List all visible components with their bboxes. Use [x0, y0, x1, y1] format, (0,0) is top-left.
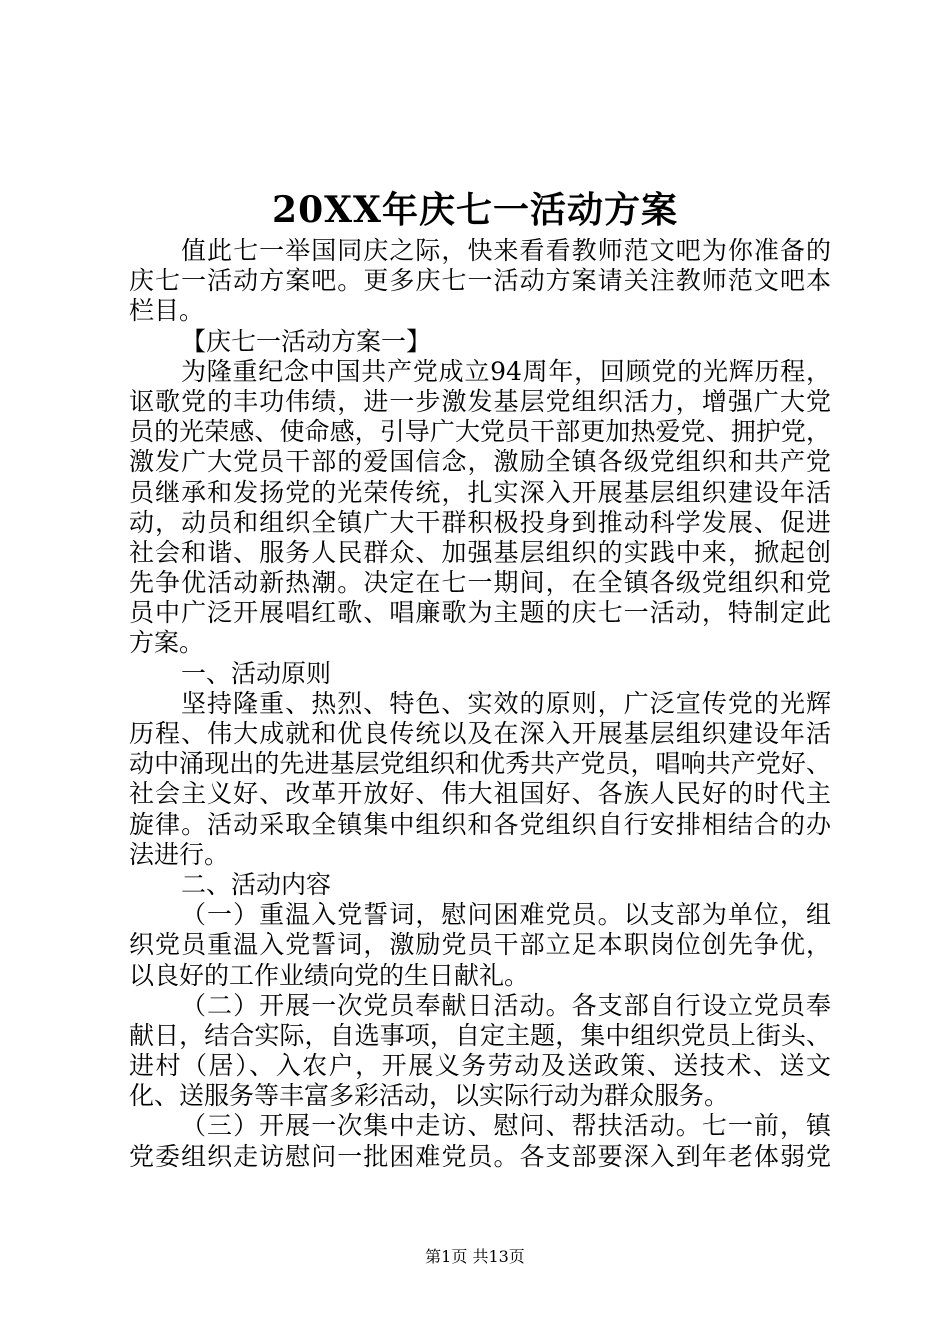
- text-line: 化、送服务等丰富多彩活动，以实际行动为群众服务。: [129, 1081, 730, 1111]
- text-line: 社会和谐、服务人民群众、加强基层组织的实践中来，掀起创: [129, 537, 831, 567]
- text-line: 献日，结合实际，自选事项，自定主题，集中组织党员上街头、: [129, 1020, 831, 1050]
- text-line: 讴歌党的丰功伟绩，进一步激发基层党组织活力，增强广大党: [129, 386, 831, 416]
- text-line: 员中广泛开展唱红歌、唱廉歌为主题的庆七一活动，特制定此: [129, 598, 831, 628]
- text-line: 动中涌现出的先进基层党组织和优秀共产党员，唱响共产党好、: [129, 749, 831, 779]
- text-line: 法进行。: [129, 839, 230, 869]
- text-line: 历程、伟大成就和优良传统以及在深入开展基层组织建设年活: [129, 719, 831, 748]
- text-line: 先争优活动新热潮。决定在七一期间，在全镇各级党组织和党: [129, 568, 831, 598]
- text-line: 庆七一活动方案吧。更多庆七一活动方案请关注教师范文吧本: [129, 266, 831, 296]
- text-line: 坚持隆重、热烈、特色、实效的原则，广泛宣传党的光辉: [181, 688, 831, 718]
- text-line: 值此七一举国同庆之际，快来看看教师范文吧为你准备的: [181, 236, 831, 265]
- text-line: 员的光荣感、使命感，引导广大党员干部更加热爱党、拥护党，: [129, 417, 831, 447]
- text-line: 栏目。: [129, 296, 205, 326]
- text-line: 动，动员和组织全镇广大干群积极投身到推动科学发展、促进: [129, 507, 831, 537]
- text-line: （二）开展一次党员奉献日活动。各支部自行设立党员奉: [181, 990, 831, 1020]
- text-line: 激发广大党员干部的爱国信念，激励全镇各级党组织和共产党: [129, 447, 831, 477]
- text-line: 为隆重纪念中国共产党成立94周年，回顾党的光辉历程，: [181, 356, 831, 386]
- text-line: 以良好的工作业绩向党的生日献礼。: [129, 960, 530, 990]
- text-line: 【庆七一活动方案一】: [181, 326, 432, 356]
- page-footer: 第1页 共13页: [425, 1247, 525, 1266]
- text-line: 旋律。活动采取全镇集中组织和各党组织自行安排相结合的办: [129, 809, 831, 839]
- text-line: 进村（居）、入农户，开展义务劳动及送政策、送技术、送文: [129, 1051, 831, 1081]
- document-title: 20XX年庆七一活动方案: [272, 189, 678, 231]
- text-line: 社会主义好、改革开放好、伟大祖国好、各族人民好的时代主: [129, 779, 831, 809]
- document-body: [129, 236, 831, 1172]
- text-line: （一）重温入党誓词，慰问困难党员。以支部为单位，组: [181, 900, 831, 930]
- text-line: 党委组织走访慰问一批困难党员。各支部要深入到年老体弱党: [129, 1141, 831, 1171]
- text-line: 织党员重温入党誓词，激励党员干部立足本职岗位创先争优，: [129, 930, 831, 960]
- text-line: （三）开展一次集中走访、慰问、帮扶活动。七一前，镇: [181, 1111, 831, 1141]
- text-line: 员继承和发扬党的光荣传统，扎实深入开展基层组织建设年活: [129, 477, 831, 507]
- text-line: 方案。: [129, 628, 205, 658]
- text-line: 一、活动原则: [181, 658, 332, 688]
- text-line: 二、活动内容: [181, 869, 332, 899]
